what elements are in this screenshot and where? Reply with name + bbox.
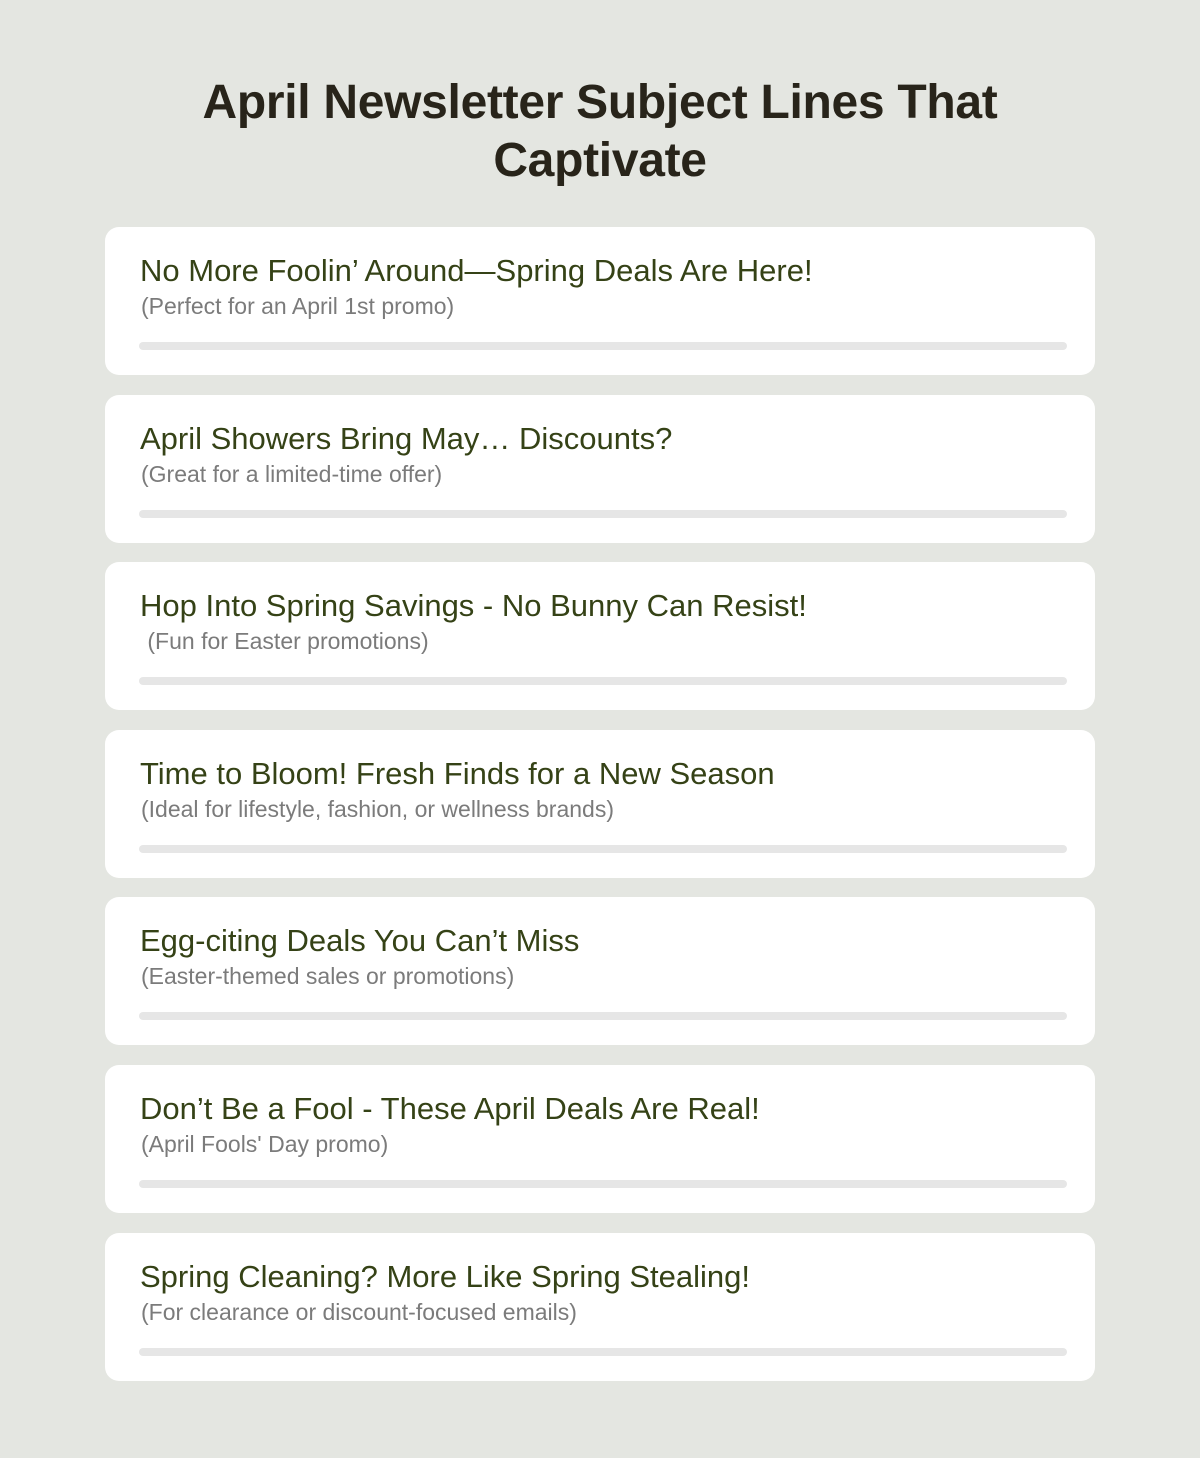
- divider-bar: [139, 342, 1067, 350]
- divider-bar: [139, 845, 1067, 853]
- divider-bar: [139, 677, 1067, 685]
- subject-card: [105, 1233, 1095, 1381]
- subject-note: (Fun for Easter promotions): [141, 628, 429, 655]
- subject-note: (Easter-themed sales or promotions): [141, 963, 515, 990]
- divider-bar: [139, 1180, 1067, 1188]
- divider-bar: [139, 1012, 1067, 1020]
- page-title: April Newsletter Subject Lines That Captivate: [202, 76, 998, 187]
- subject-note: (For clearance or discount-focused emails): [141, 1298, 577, 1325]
- subject-card: [105, 897, 1095, 1045]
- subject-card: [105, 730, 1095, 878]
- subject-note: (Ideal for lifestyle, fashion, or wellness brands): [141, 795, 614, 822]
- subject-line: Spring Cleaning? More Like Spring Stealing!: [140, 1258, 751, 1294]
- subject-card: [105, 1065, 1095, 1213]
- divider-bar: [139, 510, 1067, 518]
- subject-line: Don’t Be a Fool - These April Deals Are Real!: [140, 1090, 760, 1126]
- subject-line: Time to Bloom! Fresh Finds for a New Season: [140, 755, 775, 791]
- subject-card: [105, 562, 1095, 710]
- subject-line: No More Foolin’ Around—Spring Deals Are Here!: [140, 253, 813, 288]
- subject-card: [105, 395, 1095, 543]
- subject-card: [105, 227, 1095, 375]
- subject-note: (Perfect for an April 1st promo): [141, 293, 455, 319]
- divider-bar: [139, 1348, 1067, 1356]
- subject-line: April Showers Bring May… Discounts?: [140, 420, 673, 456]
- subject-line: Hop Into Spring Savings - No Bunny Can Resist!: [140, 588, 807, 624]
- subject-line: Egg-citing Deals You Can’t Miss: [140, 923, 580, 959]
- subject-note: (April Fools' Day promo): [141, 1130, 389, 1157]
- subject-line-list: [105, 227, 1095, 1400]
- subject-note: (Great for a limited-time offer): [141, 460, 443, 487]
